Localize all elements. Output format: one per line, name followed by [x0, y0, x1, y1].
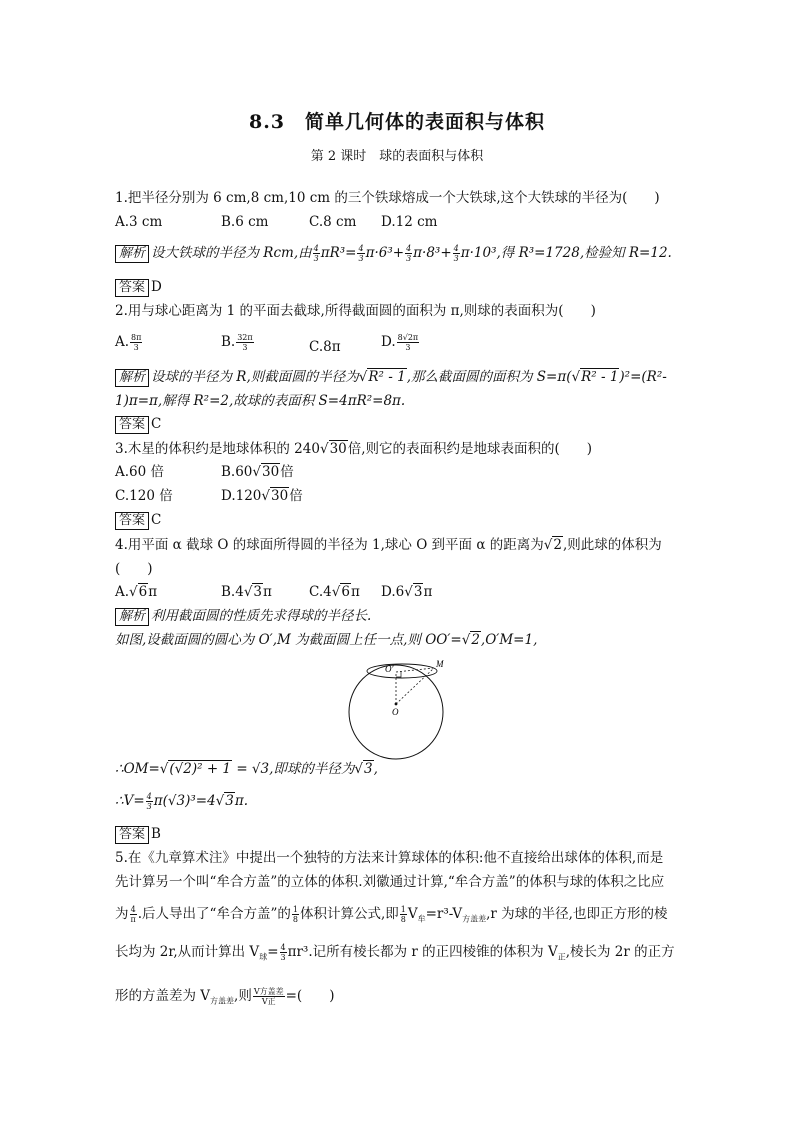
- q2-option-d: D. $\frac{8√2\pi}{3}$: [381, 333, 419, 352]
- q2-option-b: B. $\frac{32\pi}{3}$: [221, 333, 253, 352]
- q2-answer: 答案 C: [115, 415, 161, 434]
- analysis-tag: 解析: [115, 245, 149, 263]
- analysis-tag: 解析: [115, 369, 149, 387]
- right-angle-mark: [396, 672, 401, 677]
- section-circle: [367, 664, 437, 678]
- q1-option-d: D.12 cm: [381, 214, 438, 230]
- q4-stem-line1: 4.用平面 α 截球 O 的球面所得圆的半径为 1,球心 O 到平面 α 的距离为√2,则此球的体积为: [115, 537, 662, 553]
- q2-option-c: C.8π: [309, 339, 341, 355]
- q1-option-c: C.8 cm: [309, 214, 357, 230]
- q3-stem: 3.木星的体积约是地球体积的 240√30倍,则它的表面积约是地球表面积的( ): [115, 441, 593, 457]
- q1-analysis: 解析 设大铁球的半径为 Rcm,由 $\frac{4}{3}$ πR³= $\frac{4}{3}$ π·6³+ $\frac{4}{3}$ π·8³+ $\frac{4}{3}$ π·10³,得 R³=1728,检验知 R=12.: [115, 244, 672, 263]
- page-title: 8.3 简单几何体的表面积与体积: [248, 111, 546, 133]
- q2-analysis-line2: 1)π=π,解得 R²=2,故球的表面积 S=4πR²=8π.: [115, 393, 406, 409]
- q4-option-c: C.4√6π: [309, 584, 360, 600]
- center-point: [395, 703, 398, 706]
- q1-stem: 1.把半径分别为 6 cm,8 cm,10 cm 的三个铁球熔成一个大铁球,这个大铁球的半径为( ): [115, 190, 660, 206]
- q4-calc-line2: ∴V= $\frac{4}{3}$ π(√3)³=4√3π.: [115, 792, 249, 811]
- label-o: O: [392, 707, 399, 717]
- q1-answer: 答案 D: [115, 278, 162, 297]
- q5-line2: 先计算另一个叫“牟合方盖”的立体的体积.刘徽通过计算,“牟合方盖”的体积与球的体积之比应: [115, 874, 665, 890]
- q5-line3: 为 $\frac{4}{\pi}$ .后人导出了“牟合方盖”的 $\frac{1}{8}$ 体积计算公式,即 $\frac{1}{8}$ $V_牟=r^3-V_{方盖差},r$ 为球的半径,也即正方形的棱: [115, 905, 668, 924]
- q3-option-d: D.120√30倍: [221, 488, 303, 504]
- q2-option-a: A. $\frac{8\pi}{3}$: [115, 333, 142, 352]
- q3-answer: 答案 C: [115, 511, 161, 530]
- q4-option-d: D.6√3π: [381, 584, 433, 600]
- q2-analysis-line1: 解析 设球的半径为 R,则截面圆的半径为√R² - 1,那么截面圆的面积为 S=π(√R² - 1)²=(R²-: [115, 368, 667, 387]
- q2-stem: 2.用与球心距离为 1 的平面去截球,所得截面圆的面积为 π,则球的表面积为( ): [115, 303, 596, 319]
- q3-option-c: C.120 倍: [115, 488, 173, 504]
- q4-analysis-line1: 解析 利用截面圆的性质先求得球的半径长.: [115, 607, 371, 626]
- segment-om: [396, 668, 434, 704]
- sphere-figure: [345, 655, 455, 765]
- q4-option-a: A.√6π: [115, 584, 158, 600]
- q5-line5: 形的方盖差为 $V_{方盖差}$,则 $\frac{\text{V方盖差}}{\text{V正}}$ =( ): [115, 987, 335, 1006]
- q1-option-b: B.6 cm: [221, 214, 269, 230]
- answer-tag: 答案: [115, 416, 149, 434]
- q5-line4: 长均为 2r,从而计算出 $V_球=$ $\frac{4}{3}$ πr³.记所有棱长都为 r 的正四棱锥的体积为 $V_正$,棱长为 2r 的正方: [115, 943, 675, 962]
- q1-option-a: A.3 cm: [115, 214, 163, 230]
- analysis-tag: 解析: [115, 608, 149, 626]
- answer-tag: 答案: [115, 279, 149, 297]
- q4-calc-line1: ∴OM=√(√2)² + 1 = √3,即球的半径为√3,: [115, 761, 378, 777]
- q5-line1: 5.在《九章算术注》中提出一个独特的方法来计算球体的体积:他不直接给出球体的体积,而是: [115, 850, 664, 866]
- q4-option-b: B.4√3π: [221, 584, 272, 600]
- page-subtitle: 第 2 课时 球的表面积与体积: [310, 149, 484, 164]
- q4-analysis-line2: 如图,设截面圆的圆心为 O′,M 为截面圆上任一点,则 OO′=√2,O′M=1,: [115, 632, 538, 648]
- answer-tag: 答案: [115, 512, 149, 530]
- q4-answer: 答案 B: [115, 825, 161, 844]
- answer-tag: 答案: [115, 826, 149, 844]
- q3-option-b: B.60√30倍: [221, 464, 294, 480]
- q4-stem-line2: ( ): [115, 561, 153, 577]
- label-o-prime: O′: [385, 664, 394, 674]
- q3-option-a: A.60 倍: [115, 464, 165, 480]
- label-m: M: [436, 659, 444, 669]
